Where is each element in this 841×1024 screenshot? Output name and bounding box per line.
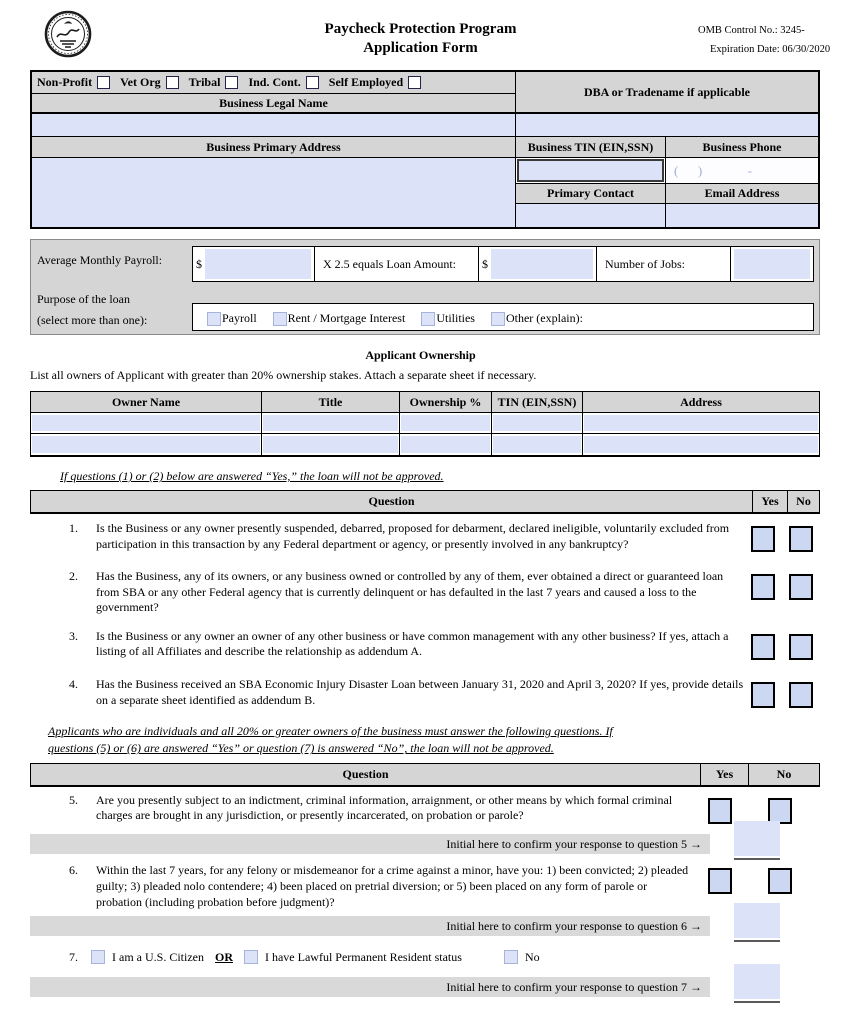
q1-no-checkbox[interactable]	[789, 526, 813, 552]
purpose-option-label: Utilities	[436, 311, 475, 325]
question-text: Has the Business received an SBA Economic Injury Disaster Loan between January 31, 2020 and April 3, 2020? If yes, provide details on a separate sheet identified as addendum B.	[96, 677, 744, 707]
question-text: Is the Business or any owner an owner of any other business or have common management with any other business? If yes, attach a listing of all Affiliates and describe the relationship as addendum A.	[96, 628, 729, 659]
purpose-option-label: Other (explain):	[505, 311, 583, 325]
q7-no-label: No	[524, 949, 540, 964]
section1-warning: If questions (1) or (2) below are answered “Yes,” the loan will not be approved.	[60, 469, 444, 483]
multiplier-label: X 2.5 equals Loan Amount:	[315, 247, 479, 281]
other-checkbox[interactable]	[491, 312, 505, 326]
purpose-label-line1: Purpose of the loan	[37, 292, 130, 306]
question-text: Has the Business, any of its owners, or any business owned or controlled by any of them, ever obtained a direct or guaranteed loan from SBA or any other Federal agency that is currently delinquent or has defaulted in the last 7 years and caused a loss to the government?	[96, 568, 724, 615]
q2-yes-checkbox[interactable]	[751, 574, 775, 600]
initial-q6-input[interactable]	[734, 903, 780, 938]
self-employed-checkbox[interactable]	[408, 76, 421, 89]
legal-name-input[interactable]	[32, 114, 516, 137]
owner-name-input-1[interactable]	[31, 413, 262, 434]
address-input[interactable]	[32, 158, 516, 227]
phone-header: Business Phone	[666, 137, 818, 158]
col-header-ownership-pct: Ownership %	[400, 392, 492, 413]
jobs-input[interactable]	[734, 249, 810, 279]
primary-contact-input[interactable]	[516, 204, 666, 227]
primary-contact-header: Primary Contact	[516, 184, 666, 204]
ownership-pct-input-1[interactable]	[400, 413, 492, 434]
section2-warning-line2: questions (5) or (6) are answered “Yes” or question (7) is answered “No”, the loan will not be approved.	[48, 741, 554, 756]
ownership-instruction: List all owners of Applicant with greater than 20% ownership stakes. Attach a separate sheet if necessary.	[30, 368, 537, 382]
q6-yes-checkbox[interactable]	[708, 868, 732, 894]
question-number: 6.	[69, 863, 78, 878]
initial-q7-underline	[734, 1001, 780, 1003]
q2-no-checkbox[interactable]	[789, 574, 813, 600]
email-header: Email Address	[666, 184, 818, 204]
address-header: Business Primary Address	[32, 137, 516, 158]
questions1-header	[30, 490, 820, 514]
entity-type-row	[32, 72, 516, 94]
q4-yes-checkbox[interactable]	[751, 682, 775, 708]
loan-amount-input[interactable]	[491, 249, 593, 279]
question-number: 1.	[69, 521, 78, 536]
entity-label: Tribal	[188, 75, 221, 89]
q3-yes-checkbox[interactable]	[751, 634, 775, 660]
question-text: Within the last 7 years, for any felony or misdemeanor for a crime against a minor, have you: 1) been convicted; 2) pleaded guilty; 3) pleaded nolo contendere; 4) been placed on pretrial diversion; or 5) been placed on any form of parole or probation (including probation before judgment)?	[96, 863, 689, 909]
col-header-tin: TIN (EIN,SSN)	[492, 392, 583, 413]
question-number: 2.	[69, 568, 78, 583]
section2-warning-line1: Applicants who are individuals and all 20% or greater owners of the business must answer the following questions. If	[48, 723, 613, 738]
question-number: 5.	[69, 792, 78, 807]
tin-input-cell	[516, 158, 666, 184]
tin-input[interactable]	[517, 159, 664, 182]
owner-name-input-2[interactable]	[31, 434, 262, 455]
entity-label: Self Employed	[328, 75, 404, 89]
initial-row-5	[30, 834, 820, 855]
q5-yes-checkbox[interactable]	[708, 798, 732, 824]
owner-title-input-2[interactable]	[262, 434, 400, 455]
yes-col-header: Yes	[753, 491, 788, 512]
payroll-checkbox[interactable]	[207, 312, 221, 326]
entity-label: Non-Profit	[37, 75, 93, 89]
initial-q5-underline	[734, 858, 780, 860]
owner-tin-input-1[interactable]	[492, 413, 583, 434]
questions2-header	[30, 763, 820, 787]
us-citizen-label: I am a U.S. Citizen	[112, 949, 204, 964]
purpose-label-line2: (select more than one):	[37, 313, 148, 327]
entity-label: Ind. Cont.	[248, 75, 301, 89]
rent-mortgage-checkbox[interactable]	[273, 312, 287, 326]
initial-label-7: Initial here to confirm your response to question 7 →	[30, 977, 710, 997]
payroll-amount-cell	[193, 247, 315, 281]
phone-input[interactable]: ( ) -	[666, 158, 818, 184]
initial-label-6: Initial here to confirm your response to question 6 →	[30, 916, 710, 936]
question-number: 3.	[69, 628, 78, 643]
tin-header: Business TIN (EIN,SSN)	[516, 137, 666, 158]
purpose-option-label: Rent / Mortgage Interest	[287, 311, 406, 325]
or-label: OR	[214, 949, 233, 964]
no-col-header: No	[796, 494, 811, 509]
owner-tin-input-2[interactable]	[492, 434, 583, 455]
non-profit-checkbox[interactable]	[97, 76, 110, 89]
jobs-cell	[731, 247, 813, 281]
ownership-table	[30, 391, 820, 457]
section2-warning	[48, 723, 841, 758]
purpose-option-label: Payroll	[222, 311, 257, 325]
loan-amount-box	[192, 246, 814, 282]
expiration-date: Expiration Date: 06/30/2020	[710, 43, 831, 55]
question-row-2	[30, 569, 820, 616]
initial-q5-input[interactable]	[734, 821, 780, 856]
payroll-amount-input[interactable]	[205, 249, 311, 279]
form-title-line1: Paycheck Protection Program	[324, 21, 517, 37]
question-row-1	[30, 521, 820, 557]
col-header-title: Title	[262, 392, 400, 413]
question-row-6	[30, 863, 820, 910]
col-header-owner-name: Owner Name	[31, 392, 262, 413]
purpose-box-wrap	[192, 287, 814, 331]
question-number: 7.	[69, 949, 78, 964]
dba-header: DBA or Tradename if applicable	[516, 72, 818, 114]
avg-payroll-label: Average Monthly Payroll:	[37, 253, 163, 267]
question-row-3	[30, 629, 820, 665]
initial-q6-underline	[734, 940, 780, 942]
ownership-title: Applicant Ownership	[365, 348, 476, 362]
question-row-4	[30, 677, 820, 713]
initial-row-6	[30, 916, 820, 937]
form-title-line2: Application Form	[363, 39, 478, 56]
loan-info-panel	[30, 239, 820, 335]
form-header	[0, 0, 841, 70]
question-text: Are you presently subject to an indictment, criminal information, arraignment, or other means by which formal criminal charges are brought in any jurisdiction, or presently incarcerated, on probation or parole?	[96, 792, 673, 823]
yes-col-header: Yes	[701, 764, 749, 785]
initial-q7-input[interactable]	[734, 964, 780, 999]
dollar-sign: $	[482, 256, 488, 271]
omb-control-number: OMB Control No.: 3245-	[698, 25, 805, 36]
initial-row-7	[30, 977, 820, 998]
entity-label: Vet Org	[120, 75, 161, 89]
q5-no-checkbox[interactable]	[768, 798, 792, 824]
ownership-pct-input-2[interactable]	[400, 434, 492, 455]
question-number: 4.	[69, 677, 78, 692]
question-row-5	[30, 793, 820, 829]
dollar-sign: $	[196, 256, 202, 271]
utilities-checkbox[interactable]	[421, 312, 435, 326]
omb-block	[698, 22, 830, 60]
q4-no-checkbox[interactable]	[789, 682, 813, 708]
question-text: Is the Business or any owner presently suspended, debarred, proposed for debarment, declared ineligible, voluntarily excluded from participation in this transaction by any Federal department or agency, or presently involved in any bankruptcy?	[96, 521, 730, 551]
q3-no-checkbox[interactable]	[789, 634, 813, 660]
vet-org-checkbox[interactable]	[166, 76, 179, 89]
tribal-checkbox[interactable]	[225, 76, 238, 89]
loan-purpose-row	[37, 287, 816, 331]
q6-no-checkbox[interactable]	[768, 868, 792, 894]
owner-address-input-2[interactable]	[583, 434, 819, 455]
owner-title-input-1[interactable]	[262, 413, 400, 434]
q1-yes-checkbox[interactable]	[751, 526, 775, 552]
business-info-table	[30, 70, 820, 229]
dba-input[interactable]	[516, 114, 818, 137]
initial-label-5: Initial here to confirm your response to question 5 →	[30, 834, 710, 854]
question-col-header: Question	[31, 491, 753, 512]
permanent-resident-checkbox[interactable]	[244, 950, 258, 964]
purpose-options	[192, 303, 814, 331]
jobs-label: Number of Jobs:	[597, 247, 731, 281]
owner-address-input-1[interactable]	[583, 413, 819, 434]
loan-amount-row	[37, 246, 816, 282]
purpose-label	[37, 287, 192, 331]
loan-amount-cell	[479, 247, 597, 281]
ind-cont-checkbox[interactable]	[306, 76, 319, 89]
no-col-header: No	[776, 766, 792, 781]
q7-no-checkbox[interactable]	[504, 950, 518, 964]
question-col-header: Question	[31, 764, 701, 785]
permanent-resident-label: I have Lawful Permanent Resident status	[264, 949, 462, 964]
email-input[interactable]	[666, 204, 818, 227]
us-citizen-checkbox[interactable]	[91, 950, 105, 964]
question-row-7	[30, 945, 820, 969]
col-header-address: Address	[583, 392, 819, 413]
legal-name-header: Business Legal Name	[32, 94, 516, 114]
